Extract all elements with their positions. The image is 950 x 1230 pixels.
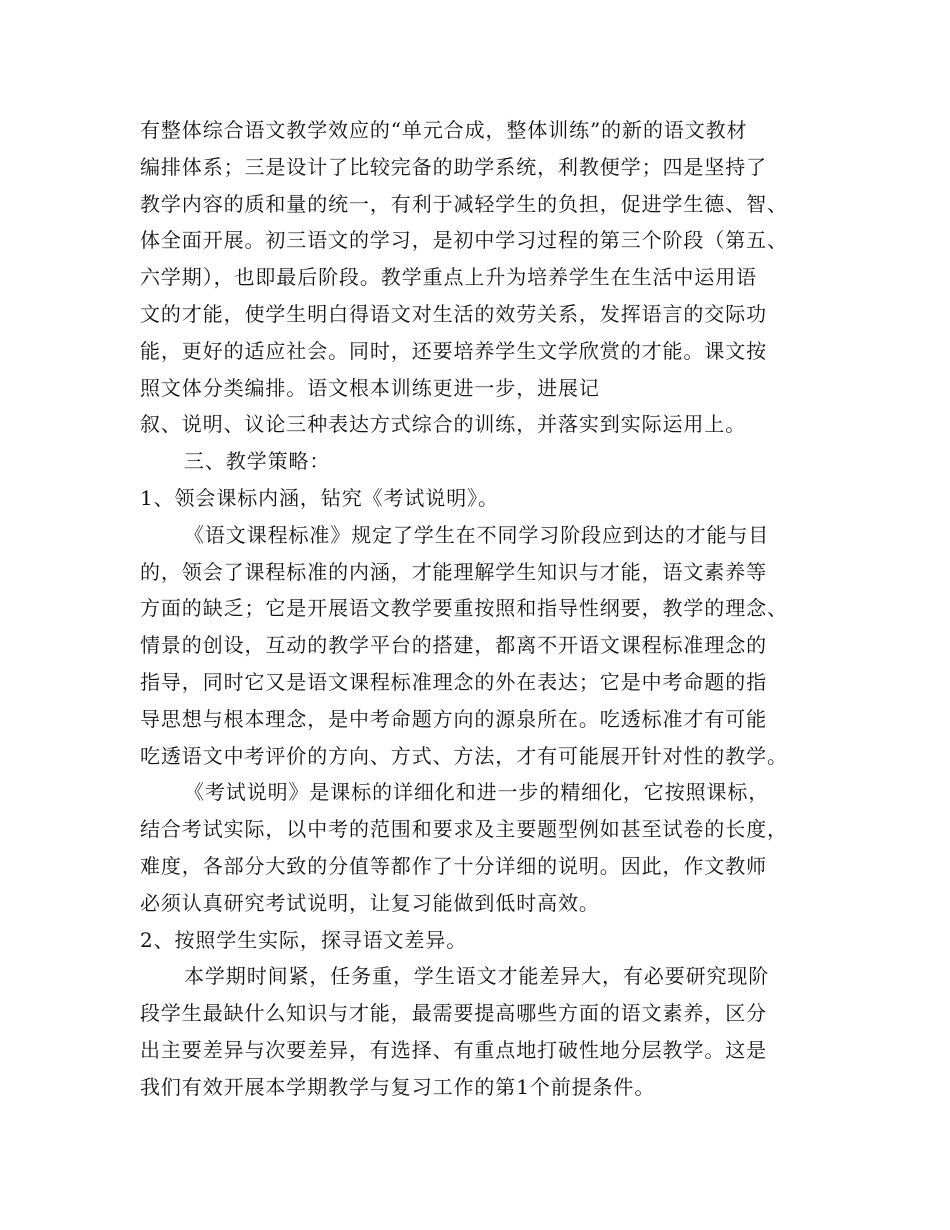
- text-line: 情景的创设，互动的教学平台的搭建，都离不开语文课程标准理念的: [140, 633, 767, 658]
- text-line: 《语文课程标准》规定了学生在不同学习阶段应到达的才能与目: [184, 522, 770, 547]
- text-line: 方面的缺乏；它是开展语文教学要重按照和指导性纲要，教学的理念、: [140, 596, 788, 621]
- text-line: 文的才能，使学生明白得语文对生活的效劳关系，发挥语言的交际功: [140, 301, 767, 326]
- text-line: 导思想与根本理念，是中考命题方向的源泉所在。吃透标准才有可能: [140, 706, 767, 731]
- text-line: 教学内容的质和量的统一，有利于减轻学生的负担，促进学生德、智、: [140, 191, 788, 216]
- text-line: 叙、说明、议论三种表达方式综合的训练，并落实到实际运用上。: [140, 412, 747, 437]
- text-line: 的，领会了课程标准的内涵，才能理解学生知识与才能，语文素养等: [140, 559, 767, 584]
- text-line: 结合考试实际，以中考的范围和要求及主要题型例如甚至试卷的长度，: [140, 817, 788, 842]
- text-line: 出主要差异与次要差异，有选择、有重点地打破性地分层教学。这是: [140, 1037, 767, 1062]
- text-line: 1、领会课标内涵，钻究《考试说明》。: [140, 485, 499, 510]
- text-line: 吃透语文中考评价的方向、方式、方法，才有可能展开针对性的教学。: [140, 743, 788, 768]
- text-line: 六学期），也即最后阶段。教学重点上升为培养学生在生活中运用语: [140, 265, 757, 290]
- text-line: 能，更好的适应社会。同时，还要培养学生文学欣赏的才能。课文按: [140, 338, 767, 363]
- text-line: 《考试说明》是课标的详细化和进一步的精细化，它按照课标，: [184, 780, 770, 805]
- text-line: 指导，同时它又是语文课程标准理念的外在表达；它是中考命题的指: [140, 669, 767, 694]
- text-line: 照文体分类编排。语文根本训练更进一步，进展记: [140, 375, 600, 400]
- text-line: 2、按照学生实际，探寻语文差异。: [140, 927, 468, 952]
- text-line: 三、教学策略：: [184, 449, 331, 474]
- text-line: 必须认真研究考试说明，让复习能做到低时高效。: [140, 890, 600, 915]
- body-text: [140, 112, 830, 1106]
- text-line: 我们有效开展本学期教学与复习工作的第1个前提条件。: [140, 1074, 656, 1099]
- text-line: 体全面开展。初三语文的学习，是初中学习过程的第三个阶段（第五、: [140, 228, 788, 253]
- text-line: 有整体综合语文教学效应的“单元合成，整体训练”的新的语文教材: [140, 118, 748, 142]
- text-line: 难度，各部分大致的分值等都作了十分详细的说明。因此，作文教师: [140, 853, 767, 878]
- text-line: 段学生最缺什么知识与才能，最需要提高哪些方面的语文素养，区分: [140, 1001, 767, 1026]
- text-line: 编排体系；三是设计了比较完备的助学系统，利教便学；四是坚持了: [140, 154, 767, 179]
- text-line: 本学期时间紧，任务重，学生语文才能差异大，有必要研究现阶: [184, 964, 770, 989]
